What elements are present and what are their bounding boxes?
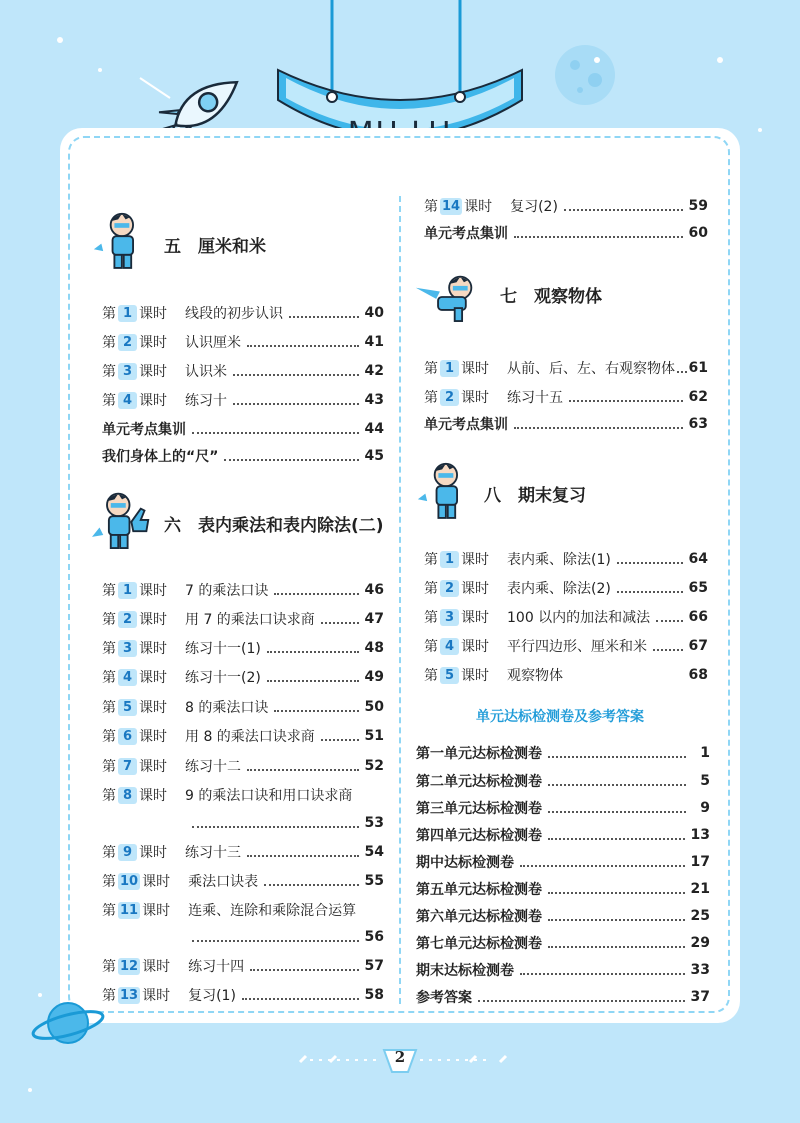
lesson-prefix: 第 <box>102 903 116 919</box>
dot-leader <box>548 919 685 921</box>
dot-leader <box>677 371 687 373</box>
lesson-suffix: 课时 <box>142 903 171 919</box>
lesson-prefix: 第 <box>102 612 116 628</box>
dot-leader <box>478 1000 685 1002</box>
lesson-row[interactable] <box>424 386 708 408</box>
lesson-number: 3 <box>440 609 459 626</box>
page-number: 61 <box>688 360 708 376</box>
page-number: 21 <box>690 881 710 897</box>
column-divider <box>399 196 401 1004</box>
lesson-title: 练习十五 <box>507 390 563 406</box>
dot-leader <box>267 651 359 653</box>
continuation-row[interactable] <box>186 812 384 834</box>
dot-leader <box>264 884 358 886</box>
page-number: 45 <box>364 448 384 464</box>
lesson-title: 练习十四 <box>188 959 245 975</box>
extra-title: 我们身体上的“尺” <box>102 449 219 465</box>
dot-leader <box>274 710 358 712</box>
lesson-prefix: 第 <box>424 610 438 626</box>
lesson-suffix: 课时 <box>139 759 167 775</box>
lesson-row[interactable] <box>102 725 384 747</box>
test-title: 第三单元达标检测卷 <box>416 801 542 817</box>
test-row[interactable] <box>416 878 710 900</box>
lesson-row[interactable] <box>102 696 384 718</box>
dot-leader <box>192 826 359 828</box>
dot-leader <box>514 427 683 429</box>
lesson-prefix: 第 <box>424 361 438 377</box>
lesson-number: 9 <box>118 844 137 861</box>
lesson-prefix: 第 <box>102 306 116 322</box>
planet-icon <box>550 40 620 110</box>
lesson-prefix: 第 <box>424 639 438 655</box>
lesson-number: 1 <box>118 582 137 599</box>
page-number: 40 <box>364 305 384 321</box>
page-number: 1 <box>700 745 710 761</box>
page-number: 37 <box>690 989 710 1005</box>
lesson-prefix: 第 <box>102 583 116 599</box>
page-number: 62 <box>688 389 708 405</box>
test-title: 期中达标检测卷 <box>416 855 514 871</box>
unit-title: 七 观察物体 <box>500 287 602 307</box>
test-row[interactable] <box>416 770 710 792</box>
test-row[interactable] <box>416 986 710 1008</box>
test-title: 第二单元达标检测卷 <box>416 774 542 790</box>
lesson-suffix: 课时 <box>139 641 167 657</box>
lesson-number: 5 <box>440 667 459 684</box>
continuation-row[interactable] <box>186 926 384 948</box>
dot-leader <box>617 591 683 593</box>
lesson-title: 练习十二 <box>185 759 241 775</box>
test-row[interactable] <box>416 797 710 819</box>
lesson-prefix: 第 <box>102 729 116 745</box>
lesson-number: 2 <box>440 580 459 597</box>
lesson-row[interactable] <box>102 331 384 353</box>
lesson-number: 10 <box>120 873 139 889</box>
extra-title: 单元考点集训 <box>424 417 508 433</box>
dot-leader <box>548 946 685 948</box>
page-number: 43 <box>364 392 384 408</box>
lesson-row[interactable] <box>102 755 384 777</box>
dot-leader <box>233 403 359 405</box>
dot-leader <box>520 973 685 975</box>
test-title: 参考答案 <box>416 990 472 1006</box>
dot-leader <box>520 865 685 867</box>
dot-leader <box>569 678 683 680</box>
dot-leader <box>548 811 686 813</box>
lesson-number: 3 <box>118 640 137 657</box>
lesson-number: 6 <box>118 728 137 745</box>
lesson-prefix: 第 <box>102 874 116 890</box>
test-title: 第五单元达标检测卷 <box>416 882 542 898</box>
lesson-suffix: 课时 <box>139 393 167 409</box>
test-title: 第七单元达标检测卷 <box>416 936 542 952</box>
page-number: 59 <box>688 198 708 214</box>
lesson-number: 1 <box>440 360 459 377</box>
lesson-suffix: 课时 <box>139 364 167 380</box>
lesson-number: 1 <box>118 305 137 322</box>
page-number: 60 <box>688 225 708 241</box>
lesson-number: 8 <box>118 787 137 804</box>
lesson-number: 5 <box>118 699 137 716</box>
page-number: 54 <box>364 844 384 860</box>
superhero-flying-icon <box>414 268 488 326</box>
dot-leader <box>653 649 683 651</box>
dot-leader <box>247 345 359 347</box>
page-number: 42 <box>364 363 384 379</box>
test-row[interactable] <box>416 742 710 764</box>
page-number: 53 <box>364 815 384 831</box>
dot-leader <box>233 374 359 376</box>
lesson-number: 11 <box>120 902 139 918</box>
tests-heading: 单元达标检测卷及参考答案 <box>476 709 644 725</box>
lesson-title: 复习(1) <box>188 988 236 1004</box>
test-row[interactable] <box>416 959 710 981</box>
lesson-suffix: 课时 <box>142 988 171 1004</box>
unit-title: 五 厘米和米 <box>164 237 266 257</box>
page-number-badge <box>300 1040 500 1080</box>
lesson-number: 2 <box>118 334 137 351</box>
lesson-prefix: 第 <box>102 959 116 975</box>
page-number: 41 <box>364 334 384 350</box>
lesson-row[interactable] <box>424 606 708 628</box>
extra-title: 单元考点集训 <box>102 422 186 438</box>
page-number: 25 <box>690 908 710 924</box>
lesson-row[interactable] <box>102 579 384 601</box>
lesson-suffix: 课时 <box>464 199 493 215</box>
extra-row[interactable] <box>424 222 708 244</box>
lesson-prefix: 第 <box>424 390 438 406</box>
lesson-prefix: 第 <box>424 552 438 568</box>
lesson-title: 表内乘、除法(2) <box>507 581 611 597</box>
lesson-title: 平行四边形、厘米和米 <box>507 639 647 655</box>
lesson-title: 观察物体 <box>507 668 563 684</box>
lesson-row[interactable] <box>102 360 384 382</box>
lesson-number: 3 <box>118 363 137 380</box>
page-number: 55 <box>364 873 384 889</box>
dot-leader <box>617 562 683 564</box>
lesson-number: 4 <box>118 669 137 686</box>
lesson-suffix: 课时 <box>139 729 167 745</box>
lesson-title: 复习(2) <box>510 199 558 215</box>
lesson-row[interactable] <box>102 784 384 806</box>
superhero-thumbs-up-icon <box>92 486 152 552</box>
lesson-prefix: 第 <box>424 581 438 597</box>
page-number: 51 <box>364 728 384 744</box>
unit-title: 八 期末复习 <box>484 486 586 506</box>
lesson-row[interactable] <box>102 389 384 411</box>
lesson-suffix: 课时 <box>139 845 167 861</box>
lesson-prefix: 第 <box>102 335 116 351</box>
lesson-prefix: 第 <box>102 641 116 657</box>
lesson-title: 9 的乘法口诀和用口诀求商 <box>185 788 353 804</box>
dot-leader <box>569 400 683 402</box>
lesson-row[interactable] <box>102 984 384 1006</box>
extra-title: 单元考点集训 <box>424 226 508 242</box>
page-number: 17 <box>690 854 710 870</box>
page-number: 9 <box>700 800 710 816</box>
dot-leader <box>250 969 358 971</box>
lesson-row[interactable] <box>424 635 708 657</box>
lesson-row[interactable] <box>424 357 708 379</box>
superhero-icon <box>416 456 472 522</box>
page-number: 66 <box>688 609 708 625</box>
lesson-row[interactable] <box>102 899 384 921</box>
dot-leader <box>224 459 358 461</box>
lesson-title: 100 以内的加法和减法 <box>507 610 651 626</box>
lesson-suffix: 课时 <box>461 668 489 684</box>
page-number: 50 <box>364 699 384 715</box>
dot-leader <box>247 855 359 857</box>
lesson-row[interactable] <box>102 637 384 659</box>
lesson-number: 12 <box>120 958 139 974</box>
lesson-suffix: 课时 <box>461 552 489 568</box>
lesson-title: 练习十一(2) <box>185 670 261 686</box>
lesson-prefix: 第 <box>102 759 116 775</box>
page-number: 63 <box>688 416 708 432</box>
dot-leader <box>548 892 685 894</box>
test-title: 第一单元达标检测卷 <box>416 746 542 762</box>
test-row[interactable] <box>416 905 710 927</box>
lesson-suffix: 课时 <box>139 612 167 628</box>
test-title: 期末达标检测卷 <box>416 963 514 979</box>
lesson-title: 练习十一(1) <box>185 641 261 657</box>
lesson-prefix: 第 <box>102 700 116 716</box>
lesson-title: 认识米 <box>185 364 227 380</box>
dot-leader <box>267 680 359 682</box>
page-number: 13 <box>690 827 710 843</box>
lesson-row[interactable] <box>424 664 708 686</box>
page-number: 58 <box>364 987 384 1003</box>
dot-leader <box>289 316 359 318</box>
lesson-number: 13 <box>120 987 139 1003</box>
page-number: 57 <box>364 958 384 974</box>
lesson-title: 连乘、连除和乘除混合运算 <box>188 903 357 919</box>
lesson-number: 4 <box>440 638 459 655</box>
lesson-suffix: 课时 <box>139 670 167 686</box>
lesson-number: 1 <box>440 551 459 568</box>
page-number: 52 <box>364 758 384 774</box>
lesson-prefix: 第 <box>102 788 116 804</box>
test-row[interactable] <box>416 851 710 873</box>
dot-leader <box>514 236 683 238</box>
dot-leader <box>321 622 359 624</box>
dot-leader <box>656 620 682 622</box>
lesson-prefix: 第 <box>102 845 116 861</box>
lesson-prefix: 第 <box>102 988 116 1004</box>
lesson-suffix: 课时 <box>461 639 489 655</box>
lesson-suffix: 课时 <box>461 581 489 597</box>
lesson-number: 14 <box>442 198 461 214</box>
lesson-suffix: 课时 <box>142 874 171 890</box>
lesson-title: 认识厘米 <box>185 335 241 351</box>
lesson-suffix: 课时 <box>139 583 167 599</box>
unit-title: 六 表内乘法和表内除法(二) <box>164 516 384 536</box>
lesson-number: 4 <box>118 392 137 409</box>
test-title: 第六单元达标检测卷 <box>416 909 542 925</box>
test-row[interactable] <box>416 932 710 954</box>
dot-leader <box>247 769 359 771</box>
lesson-row[interactable] <box>102 870 384 892</box>
page-number: 29 <box>690 935 710 951</box>
page-number: 64 <box>688 551 708 567</box>
superhero-icon <box>92 206 148 272</box>
lesson-suffix: 课时 <box>461 390 489 406</box>
page-number: 44 <box>364 421 384 437</box>
lesson-prefix: 第 <box>102 364 116 380</box>
dot-leader <box>274 593 358 595</box>
lesson-suffix: 课时 <box>142 959 171 975</box>
lesson-title: 7 的乘法口诀 <box>185 583 269 599</box>
lesson-suffix: 课时 <box>139 788 167 804</box>
page-number-text: 2 <box>394 1048 406 1066</box>
lesson-suffix: 课时 <box>139 700 167 716</box>
dot-leader <box>321 739 359 741</box>
lesson-title: 表内乘、除法(1) <box>507 552 611 568</box>
page-number: 46 <box>364 582 384 598</box>
lesson-row[interactable] <box>424 195 708 217</box>
page-number: 65 <box>688 580 708 596</box>
dot-leader <box>192 432 359 434</box>
lesson-row[interactable] <box>424 548 708 570</box>
lesson-title: 练习十 <box>185 393 227 409</box>
page-number: 48 <box>364 640 384 656</box>
lesson-prefix: 第 <box>424 199 438 215</box>
lesson-title: 线段的初步认识 <box>185 306 283 322</box>
dot-leader <box>192 940 359 942</box>
test-title: 第四单元达标检测卷 <box>416 828 542 844</box>
lesson-title: 练习十三 <box>185 845 241 861</box>
lesson-title: 用 8 的乘法口诀求商 <box>185 729 315 745</box>
dot-leader <box>548 756 686 758</box>
page-number: 68 <box>688 667 708 683</box>
lesson-row[interactable] <box>102 302 384 324</box>
page-number: 5 <box>700 773 710 789</box>
lesson-number: 2 <box>118 611 137 628</box>
lesson-suffix: 课时 <box>139 335 167 351</box>
lesson-title: 8 的乘法口诀 <box>185 700 269 716</box>
lesson-row[interactable] <box>102 841 384 863</box>
page-number: 49 <box>364 669 384 685</box>
page-number: 67 <box>688 638 708 654</box>
dot-leader <box>548 838 685 840</box>
dot-leader <box>564 209 683 211</box>
lesson-title: 用 7 的乘法口诀求商 <box>185 612 315 628</box>
lesson-row[interactable] <box>424 577 708 599</box>
lesson-title: 乘法口诀表 <box>188 874 259 890</box>
lesson-row[interactable] <box>102 608 384 630</box>
extra-row[interactable] <box>102 445 384 467</box>
lesson-row[interactable] <box>102 955 384 977</box>
dot-leader <box>242 998 359 1000</box>
lesson-suffix: 课时 <box>461 361 489 377</box>
dot-leader <box>548 784 686 786</box>
test-row[interactable] <box>416 824 710 846</box>
lesson-number: 2 <box>440 389 459 406</box>
lesson-prefix: 第 <box>424 668 438 684</box>
page-number: 47 <box>364 611 384 627</box>
ringed-planet-icon <box>28 985 108 1055</box>
lesson-suffix: 课时 <box>461 610 489 626</box>
lesson-title: 从前、后、左、右观察物体 <box>507 361 675 377</box>
page-number: 33 <box>690 962 710 978</box>
page-number: 56 <box>364 929 384 945</box>
lesson-row[interactable] <box>102 666 384 688</box>
lesson-number: 7 <box>118 758 137 775</box>
extra-row[interactable] <box>102 418 384 440</box>
lesson-prefix: 第 <box>102 670 116 686</box>
lesson-prefix: 第 <box>102 393 116 409</box>
extra-row[interactable] <box>424 413 708 435</box>
lesson-suffix: 课时 <box>139 306 167 322</box>
